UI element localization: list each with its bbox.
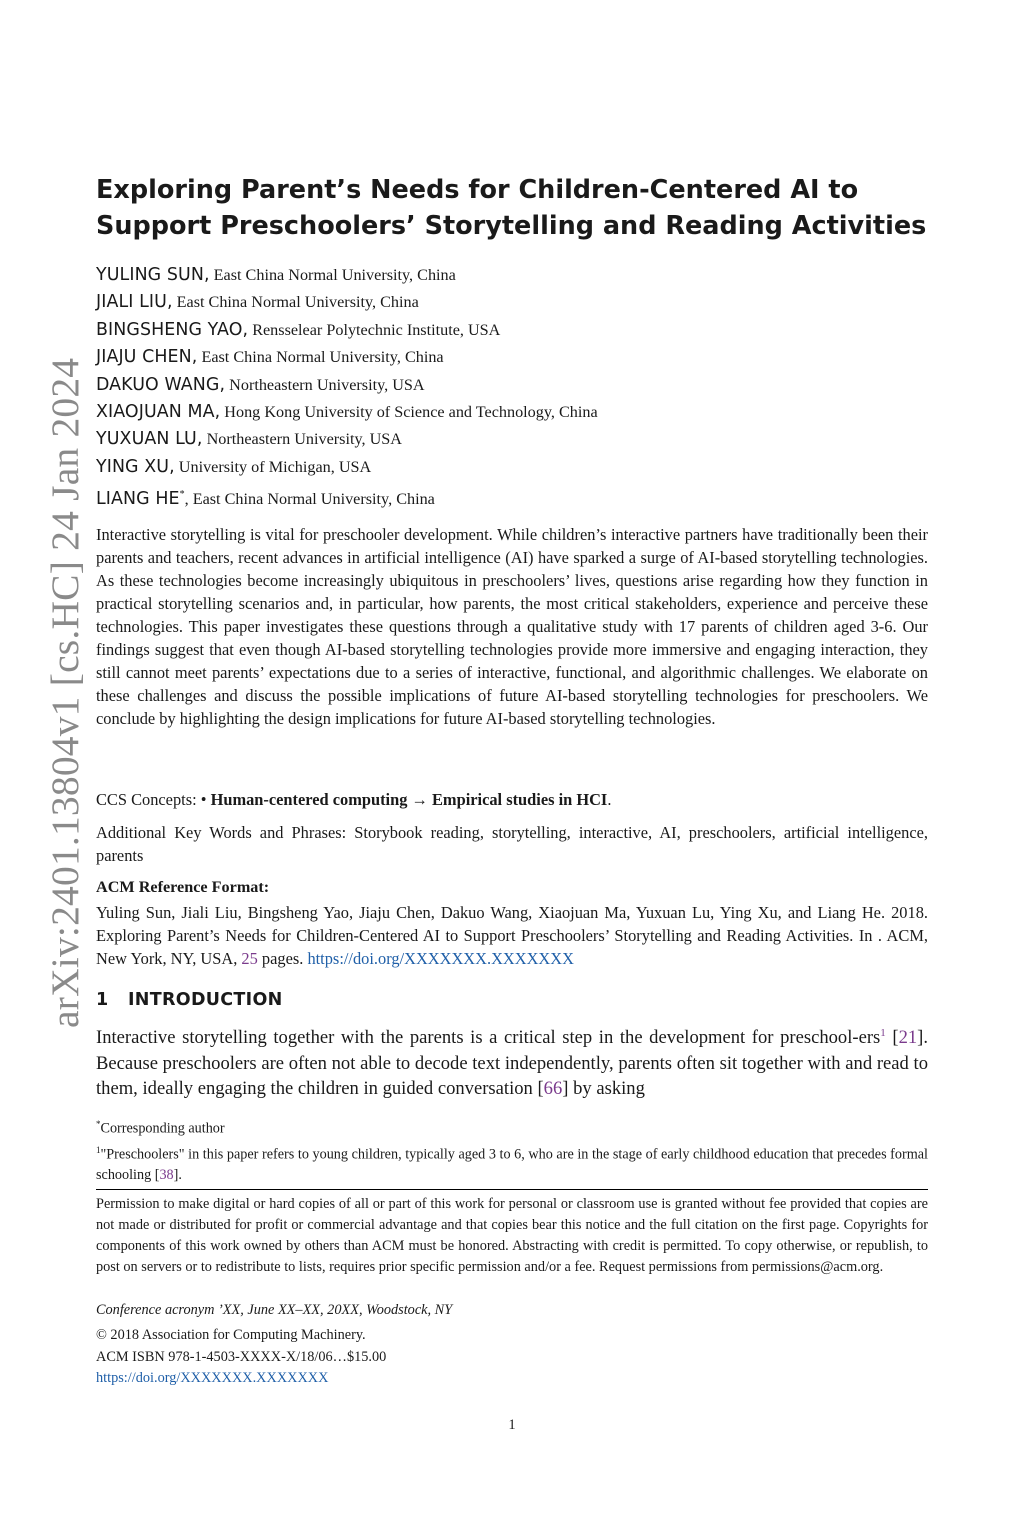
keywords: Additional Key Words and Phrases: Storybook reading, storytelling, interactive, AI, preschoolers, artificial intelligence, parents (96, 823, 928, 865)
footnote-1 (96, 1140, 928, 1187)
author-entry (96, 399, 598, 426)
author-affiliation: Northeastern University, USA (225, 375, 425, 394)
citation-link[interactable]: 38 (159, 1167, 174, 1184)
author-entry (96, 372, 598, 399)
author-entry (96, 454, 598, 481)
author-name: JIAJU CHEN, (96, 347, 198, 368)
author-entry (96, 317, 598, 344)
author-list (96, 262, 598, 509)
author-name: BINGSHENG YAO, (96, 319, 249, 340)
permission-notice (96, 1194, 928, 1278)
author-name: YUXUAN LU, (96, 429, 203, 450)
author-name: JIALI LIU, (96, 292, 173, 313)
title-line-1: Exploring Parent’s Needs for Children-Centered AI to (96, 175, 859, 205)
copyright-line: © 2018 Association for Computing Machinery. (96, 1327, 366, 1343)
author-name: YING XU, (96, 456, 175, 477)
ccs-concept: Human-centered computing → Empirical studies in HCI (210, 790, 608, 809)
intro-text-part: [ (885, 1027, 899, 1048)
conference-line: Conference acronym ’XX, June XX–XX, 20XX, Woodstock, NY (96, 1302, 453, 1318)
citation-link[interactable]: 21 (898, 1027, 918, 1048)
author-entry (96, 289, 598, 316)
intro-text-part: Interactive storytelling together with the parents is a critical step in the development for preschool-ers (96, 1027, 881, 1048)
intro-text-part: ]. Because preschoolers are often not able to decode text independently, parents often sit together with and read to them, ideally engaging the children in guided conversation [ (96, 1027, 928, 1100)
author-name: DAKUO WANG, (96, 374, 226, 395)
page-count-link[interactable]: 25 (241, 949, 258, 969)
introduction-paragraph (96, 1021, 928, 1102)
author-affiliation: Rensselear Polytechnic Institute, USA (248, 320, 501, 339)
permission-divider (96, 1189, 928, 1190)
intro-text-part: ] by asking (562, 1078, 645, 1100)
acm-reference-citation: Yuling Sun, Jiali Liu, Bingsheng Yao, Jiaju Chen, Dakuo Wang, Xiaojuan Ma, Yuxuan Lu, Ying Xu, and Liang He. 2018. Exploring Parent’s Needs for Children-Centered AI to Support Preschoolers’ Storytelling and Reading Activities. In . ACM, New York, NY, USA, (96, 903, 928, 969)
author-affiliation: Northeastern University, USA (202, 430, 402, 449)
footnote-text: "Preschoolers" in this paper refers to young children, typically aged 3 to 6, who are in the stage of early childhood education that precedes formal schooling [ (96, 1146, 928, 1184)
citation-link[interactable]: 66 (543, 1078, 563, 1100)
corresponding-author-mark: * (179, 489, 185, 501)
permission-text: Permission to make digital or hard copies of all or part of this work for personal or classroom use is granted without fee provided that copies are not made or distributed for profit or commercial advantage and that copies bear this notice and the full citation on the first page. Copyrights for components of this work owned by others than ACM must be honored. Abstracting with credit is permitted. To copy otherwise, or republish, to post on servers or to redistribute to lists, requires prior specific permission and/or a fee. Request permissions from permissions@acm.org. (96, 1196, 928, 1275)
author-affiliation: University of Michigan, USA (174, 457, 372, 476)
footnotes (96, 1114, 928, 1186)
acm-reference-pages-suffix: pages. (257, 949, 308, 969)
author-entry (96, 481, 598, 508)
footnote-text-end: ]. (173, 1167, 182, 1184)
footnote-mark: * (96, 1119, 101, 1129)
author-name: YULING SUN, (96, 265, 210, 285)
isbn-line: ACM ISBN 978-1-4503-XXXX-X/18/06…$15.00 (96, 1348, 387, 1365)
author-entry (96, 344, 598, 371)
footnote-mark: 1 (96, 1144, 101, 1155)
abstract: Interactive storytelling is vital for preschooler development. While children’s interactive partners have traditionally been their parents and teachers, recent advances in artificial intelligence (AI) have sparked a surge of AI-based storytelling technologies. As these technologies become increasingly ubiquitous in preschoolers’ lives, questions arise regarding how they function in practical storytelling scenarios and, in particular, how parents, the most critical stakeholders, experience and perceive these technologies. This paper investigates these questions through a qualitative study with 17 parents of children aged 3-6. Our findings suggest that even though AI-based storytelling technologies provide more immersive and engaging interaction, they still cannot meet parents’ expectations due to a series of interactive, functional, and algorithmic challenges. We elaborate on these challenges and discuss the possible implications of future AI-based storytelling technologies for preschoolers. We conclude by highlighting the design implications for future AI-based storytelling technologies. (96, 525, 928, 728)
acm-reference-text (96, 901, 928, 971)
doi-link[interactable]: https://doi.org/XXXXXXX.XXXXXXX (307, 949, 574, 969)
acm-reference-heading: ACM Reference Format: (96, 878, 270, 896)
page-number: 1 (508, 1417, 516, 1433)
ccs-end: . (607, 790, 612, 809)
author-name: XIAOJUAN MA, (96, 401, 221, 422)
footnote-text: Corresponding author (100, 1120, 225, 1137)
copyright-block (96, 1325, 386, 1390)
footnote-corresponding (96, 1114, 928, 1140)
author-affiliation: , East China Normal University, China (184, 490, 435, 509)
section-heading-introduction (96, 990, 283, 1010)
author-affiliation: Hong Kong University of Science and Technology, China (220, 402, 598, 421)
ccs-concepts (96, 788, 928, 811)
author-name: LIANG HE (96, 489, 180, 510)
title-line-2: Support Preschoolers’ Storytelling and Reading Activities (96, 211, 927, 241)
paper-title (96, 172, 956, 244)
footnote-ref-link[interactable]: 1 (880, 1027, 886, 1039)
author-affiliation: East China Normal University, China (209, 266, 456, 284)
arxiv-identifier-stamp: arXiv:2401.13804v1 [cs.HC] 24 Jan 2024 (43, 357, 87, 1028)
ccs-label: CCS Concepts: • (96, 790, 211, 809)
author-entry (96, 426, 598, 453)
author-entry (96, 262, 598, 289)
section-title: INTRODUCTION (128, 990, 283, 1010)
author-affiliation: East China Normal University, China (172, 293, 419, 312)
section-number: 1 (96, 990, 109, 1010)
doi-footer-link[interactable]: https://doi.org/XXXXXXX.XXXXXXX (96, 1370, 329, 1386)
author-affiliation: East China Normal University, China (197, 348, 444, 367)
